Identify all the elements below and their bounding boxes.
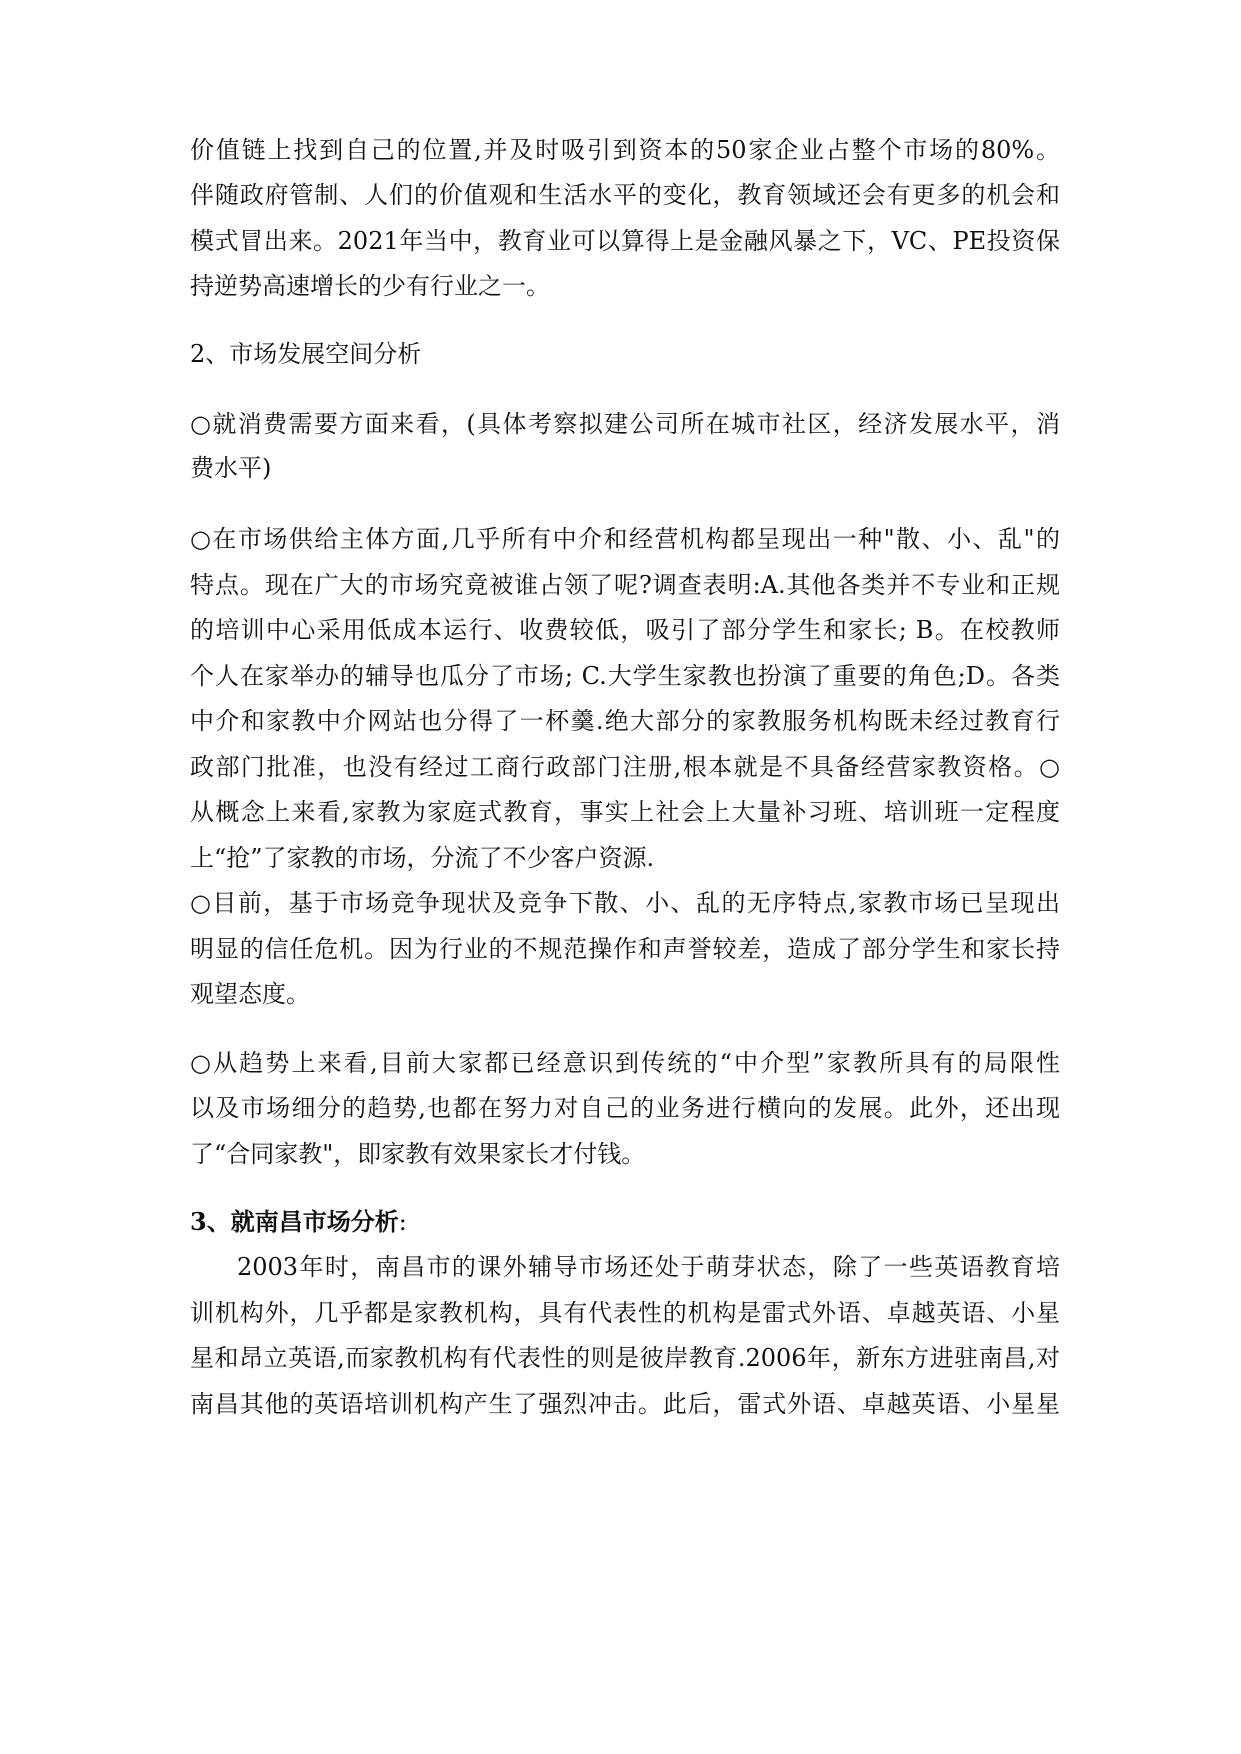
text-line: 中介和家教中介网站也分得了一杯羹.绝大部分的家教服务机构既未经过教育行 <box>190 707 1060 735</box>
text-line: 个人在家举办的辅导也瓜分了市场; C.大学生家教也扮演了重要的角色;D。各类 <box>190 662 1060 690</box>
text-line: 2003年时，南昌市的课外辅导市场还处于萌芽状态，除了一些英语教育培 <box>237 1253 1060 1281</box>
text-line: ○就消费需要方面来看，(具体考察拟建公司所在城市社区，经济发展水平，消 <box>190 410 1060 438</box>
section-heading: 3、就南昌市场分析 <box>190 1207 399 1236</box>
text-line: 上“抢”了家教的市场，分流了不少客户资源. <box>190 844 655 872</box>
section-heading: 2、市场发展空间分析 <box>190 340 422 368</box>
text-line: 伴随政府管制、人们的价值观和生活水平的变化，教育领域还会有更多的机会和 <box>190 181 1060 209</box>
text-line: ○从趋势上来看,目前大家都已经意识到传统的“中介型”家教所具有的局限性 <box>190 1049 1060 1077</box>
section-heading-row <box>190 1207 1060 1237</box>
text-line: 费水平) <box>190 454 272 482</box>
text-line: ○目前，基于市场竞争现状及竞争下散、小、乱的无序特点,家教市场已呈现出 <box>190 889 1060 917</box>
text-line: 政部门批准，也没有经过工商行政部门注册,根本就是不具备经营家教资格。○ <box>190 753 1060 781</box>
text-line: 模式冒出来。2021年当中，教育业可以算得上是金融风暴之下，VC、PE投资保 <box>190 227 1060 255</box>
text-line: ○在市场供给主体方面,几乎所有中介和经营机构都呈现出一种"散、小、乱"的 <box>190 525 1060 553</box>
text-line: 价值链上找到自己的位置,并及时吸引到资本的50家企业占整个市场的80%。 <box>190 136 1060 164</box>
text-line: 训机构外，几乎都是家教机构，具有代表性的机构是雷式外语、卓越英语、小星 <box>190 1299 1060 1327</box>
text-line: 持逆势高速增长的少有行业之一。 <box>190 272 550 300</box>
heading-colon: : <box>398 1208 407 1236</box>
text-line: 的培训中心采用低成本运行、收费较低，吸引了部分学生和家长; B。在校教师 <box>190 616 1060 644</box>
text-line: 特点。现在广大的市场究竟被谁占领了呢?调查表明:A.其他各类并不专业和正规 <box>190 571 1060 599</box>
text-line: 观望态度。 <box>190 980 310 1008</box>
text-line: 了“合同家教"，即家教有效果家长才付钱。 <box>190 1140 646 1168</box>
text-line: 南昌其他的英语培训机构产生了强烈冲击。此后，雷式外语、卓越英语、小星星 <box>190 1390 1060 1418</box>
text-line: 星和昂立英语,而家教机构有代表性的则是彼岸教育.2006年，新东方进驻南昌,对 <box>190 1344 1060 1372</box>
text-line: 明显的信任危机。因为行业的不规范操作和声誉较差，造成了部分学生和家长持 <box>190 935 1060 963</box>
text-line: 从概念上来看,家教为家庭式教育，事实上社会上大量补习班、培训班一定程度 <box>190 798 1060 826</box>
text-line: 以及市场细分的趋势,也都在努力对自己的业务进行横向的发展。此外，还出现 <box>190 1094 1060 1122</box>
